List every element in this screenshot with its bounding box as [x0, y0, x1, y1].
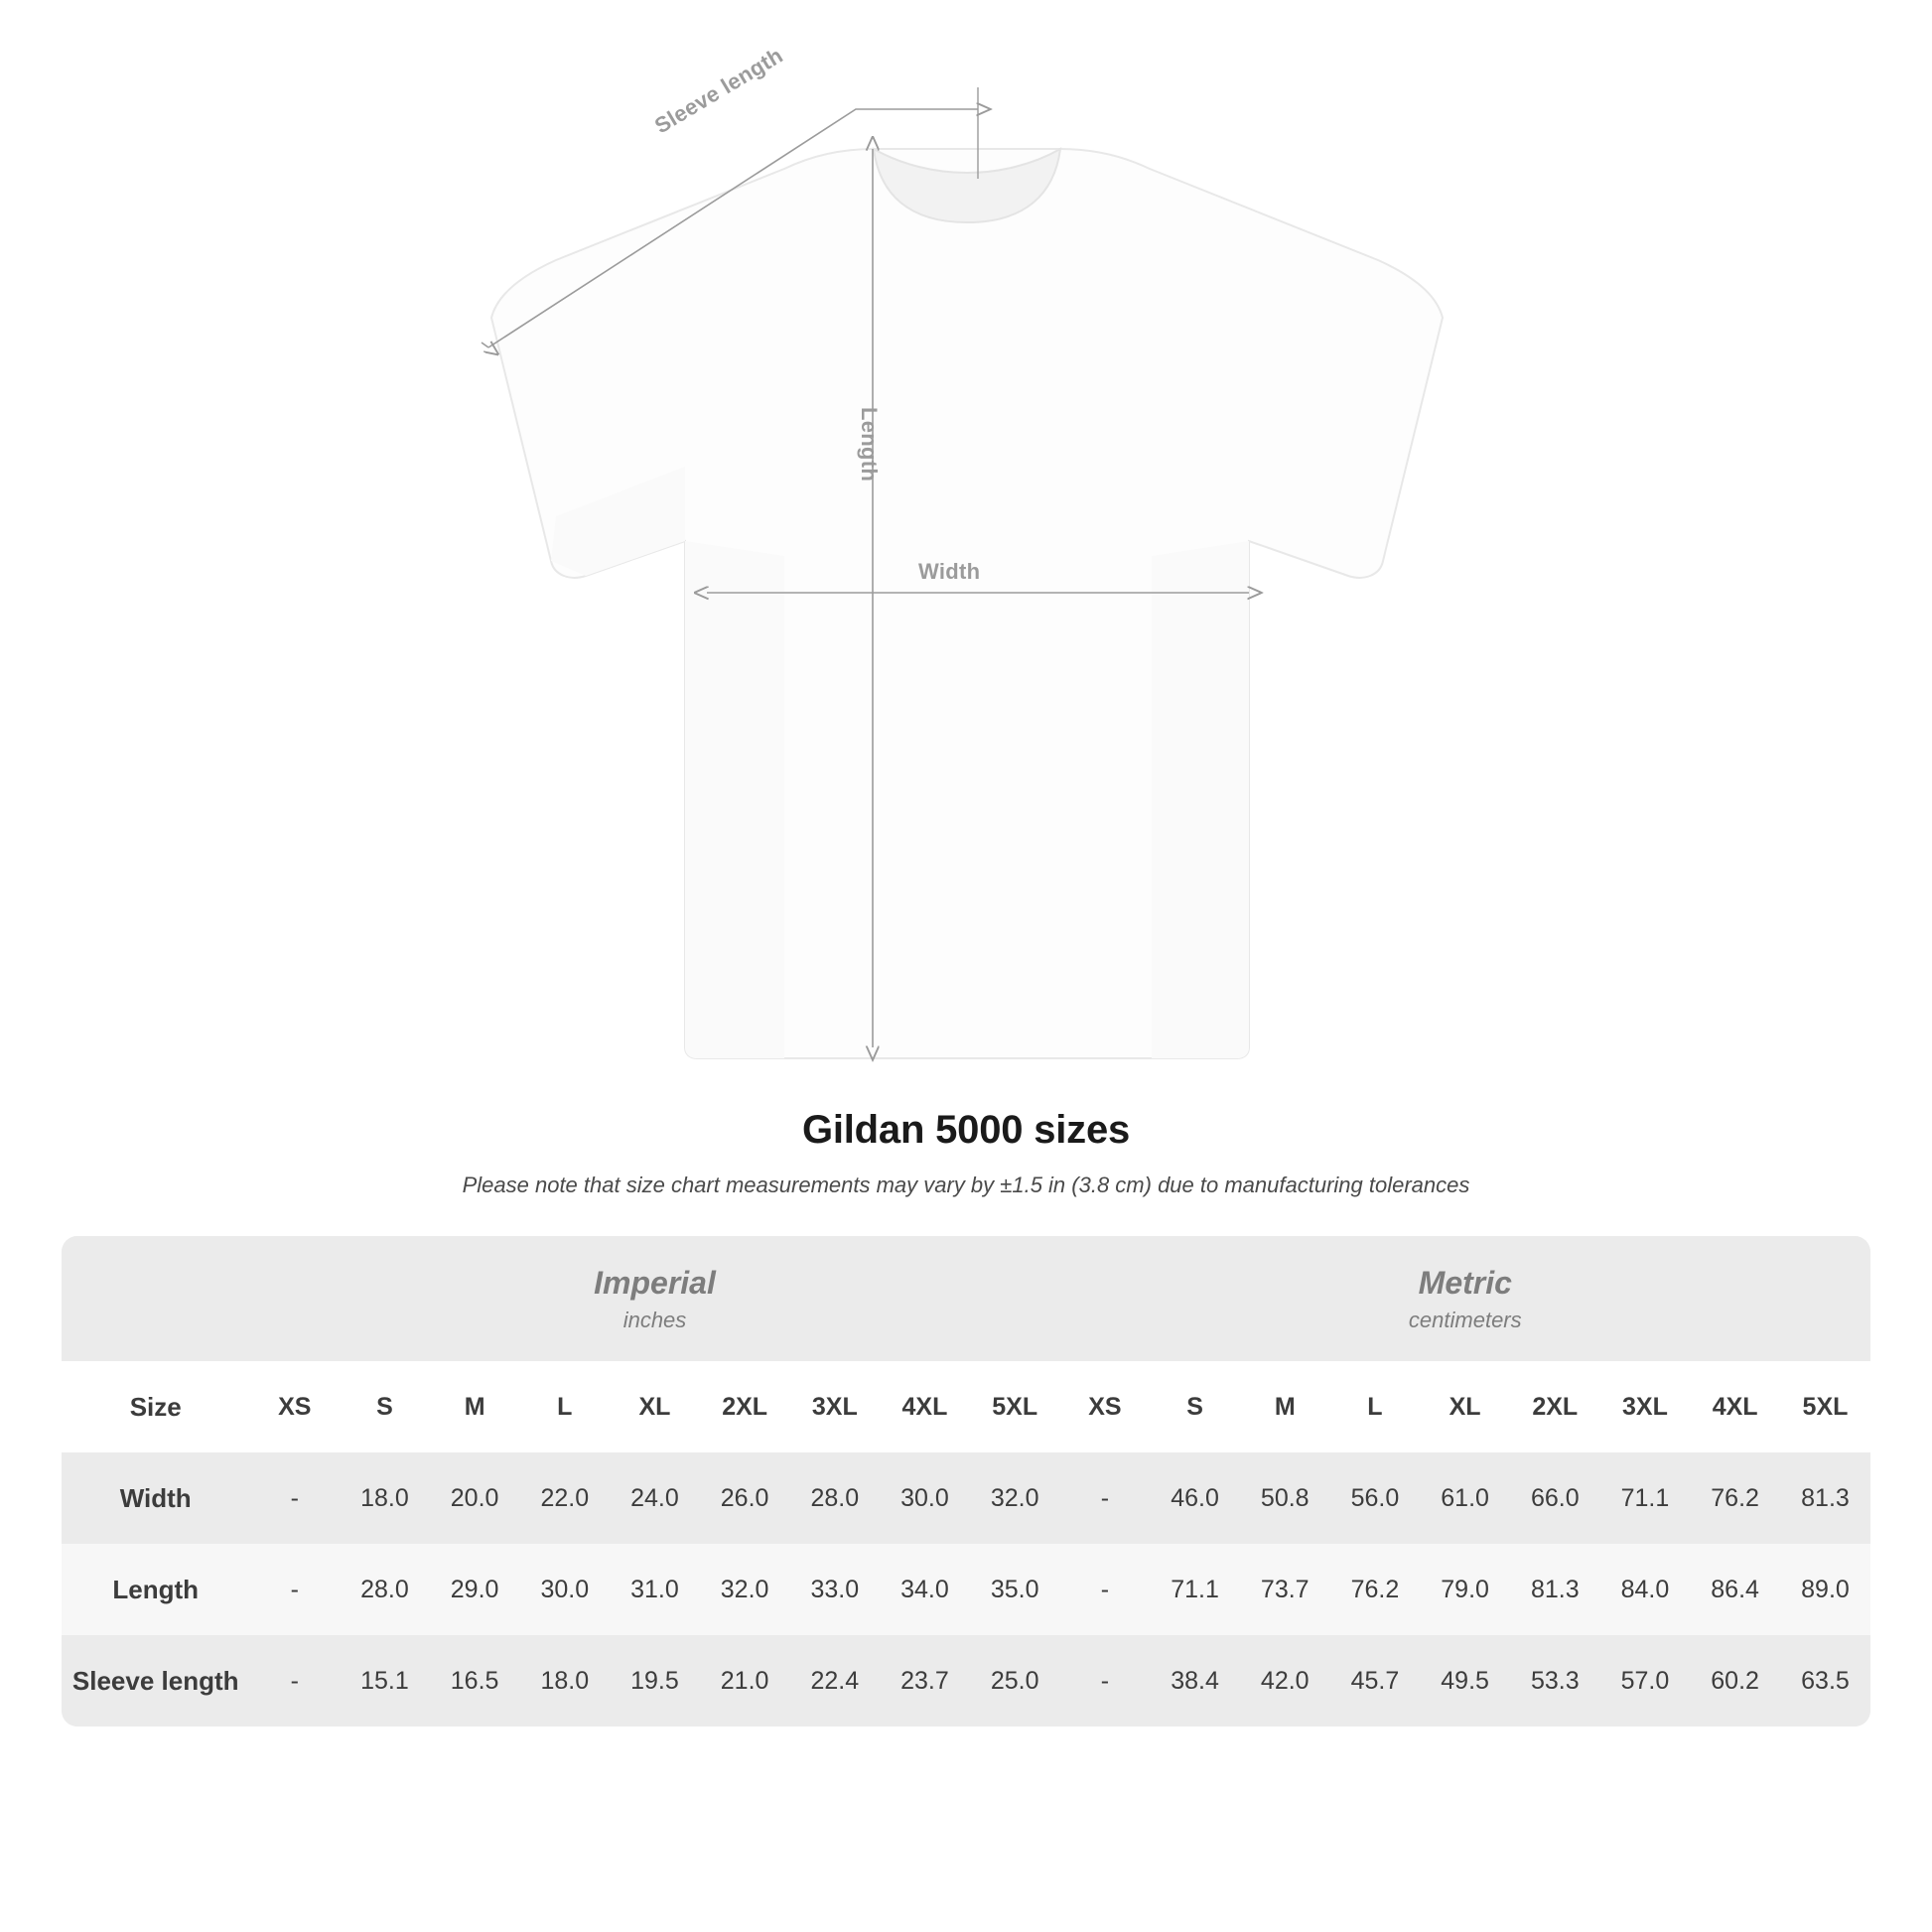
cell-sleeve-imperial-l: 18.0 [519, 1635, 610, 1726]
size-header-imperial-5xl: 5XL [970, 1361, 1060, 1452]
size-header-metric-2xl: 2XL [1510, 1361, 1600, 1452]
cell-width-imperial-m: 20.0 [430, 1452, 520, 1544]
width-label: Width [918, 559, 981, 584]
size-header-metric-xl: XL [1420, 1361, 1510, 1452]
cell-sleeve-metric-xs: - [1060, 1635, 1151, 1726]
unit-header-row [62, 1236, 1870, 1361]
cell-sleeve-imperial-s: 15.1 [340, 1635, 430, 1726]
cell-length-imperial-l: 30.0 [519, 1544, 610, 1635]
row-label-sleeve-length: Sleeve length [62, 1635, 249, 1726]
size-header-metric-s: S [1150, 1361, 1240, 1452]
cell-length-metric-s: 71.1 [1150, 1544, 1240, 1635]
cell-sleeve-metric-3xl: 57.0 [1600, 1635, 1691, 1726]
tolerance-note: Please note that size chart measurements may vary by ±1.5 in (3.8 cm) due to manufacturing tolerances [462, 1173, 1470, 1197]
cell-length-metric-3xl: 84.0 [1600, 1544, 1691, 1635]
cell-width-imperial-4xl: 30.0 [880, 1452, 970, 1544]
cell-length-metric-4xl: 86.4 [1690, 1544, 1780, 1635]
cell-sleeve-imperial-m: 16.5 [430, 1635, 520, 1726]
size-table [62, 1236, 1870, 1726]
cell-sleeve-metric-l: 45.7 [1330, 1635, 1421, 1726]
table-row [62, 1635, 1870, 1726]
cell-sleeve-metric-m: 42.0 [1240, 1635, 1330, 1726]
size-header-imperial-m: M [430, 1361, 520, 1452]
cell-sleeve-imperial-3xl: 22.4 [789, 1635, 880, 1726]
size-header-imperial-s: S [340, 1361, 430, 1452]
cell-width-imperial-l: 22.0 [519, 1452, 610, 1544]
cell-width-metric-5xl: 81.3 [1780, 1452, 1870, 1544]
tshirt-shape [491, 149, 1443, 1058]
cell-length-imperial-3xl: 33.0 [789, 1544, 880, 1635]
cell-width-imperial-xs: - [249, 1452, 340, 1544]
size-header-row [62, 1361, 1870, 1452]
cell-width-metric-xl: 61.0 [1420, 1452, 1510, 1544]
unit-metric-sub: centimeters [1408, 1308, 1522, 1333]
cell-width-metric-3xl: 71.1 [1600, 1452, 1691, 1544]
size-header-imperial-xl: XL [610, 1361, 700, 1452]
size-header-label: Size [62, 1361, 249, 1452]
table-row [62, 1452, 1870, 1544]
length-label: Length [857, 407, 882, 483]
cell-width-imperial-s: 18.0 [340, 1452, 430, 1544]
cell-sleeve-metric-4xl: 60.2 [1690, 1635, 1780, 1726]
cell-length-imperial-xs: - [249, 1544, 340, 1635]
size-header-metric-m: M [1240, 1361, 1330, 1452]
table-row [62, 1544, 1870, 1635]
sleeve-length-label: Sleeve length [650, 42, 787, 139]
unit-imperial-sub: inches [622, 1308, 687, 1333]
cell-sleeve-metric-5xl: 63.5 [1780, 1635, 1870, 1726]
unit-header-imperial [249, 1236, 1059, 1361]
unit-metric-name: Metric [1418, 1264, 1512, 1301]
cell-width-metric-l: 56.0 [1330, 1452, 1421, 1544]
cell-sleeve-metric-xl: 49.5 [1420, 1635, 1510, 1726]
cell-width-metric-m: 50.8 [1240, 1452, 1330, 1544]
cell-sleeve-metric-s: 38.4 [1150, 1635, 1240, 1726]
cell-width-imperial-2xl: 26.0 [700, 1452, 790, 1544]
size-header-metric-l: L [1330, 1361, 1421, 1452]
cell-width-imperial-5xl: 32.0 [970, 1452, 1060, 1544]
size-header-metric-5xl: 5XL [1780, 1361, 1870, 1452]
size-header-imperial-l: L [519, 1361, 610, 1452]
size-header-metric-xs: XS [1060, 1361, 1151, 1452]
cell-width-imperial-3xl: 28.0 [789, 1452, 880, 1544]
cell-sleeve-imperial-xs: - [249, 1635, 340, 1726]
cell-width-metric-s: 46.0 [1150, 1452, 1240, 1544]
size-header-imperial-4xl: 4XL [880, 1361, 970, 1452]
cell-length-imperial-2xl: 32.0 [700, 1544, 790, 1635]
cell-length-metric-m: 73.7 [1240, 1544, 1330, 1635]
size-table-wrap [62, 1236, 1870, 1726]
cell-length-imperial-xl: 31.0 [610, 1544, 700, 1635]
size-header-metric-3xl: 3XL [1600, 1361, 1691, 1452]
cell-width-metric-xs: - [1060, 1452, 1151, 1544]
cell-sleeve-imperial-5xl: 25.0 [970, 1635, 1060, 1726]
row-label-width: Width [62, 1452, 249, 1544]
size-header-imperial-xs: XS [249, 1361, 340, 1452]
unit-header-metric [1060, 1236, 1870, 1361]
cell-length-metric-5xl: 89.0 [1780, 1544, 1870, 1635]
page-title: Gildan 5000 sizes [801, 1108, 1131, 1152]
cell-sleeve-imperial-2xl: 21.0 [700, 1635, 790, 1726]
unit-imperial-name: Imperial [594, 1264, 716, 1301]
cell-length-imperial-s: 28.0 [340, 1544, 430, 1635]
cell-length-metric-xs: - [1060, 1544, 1151, 1635]
cell-length-metric-l: 76.2 [1330, 1544, 1421, 1635]
cell-length-metric-2xl: 81.3 [1510, 1544, 1600, 1635]
cell-length-imperial-m: 29.0 [430, 1544, 520, 1635]
cell-width-imperial-xl: 24.0 [610, 1452, 700, 1544]
cell-length-metric-xl: 79.0 [1420, 1544, 1510, 1635]
size-header-imperial-3xl: 3XL [789, 1361, 880, 1452]
cell-sleeve-imperial-4xl: 23.7 [880, 1635, 970, 1726]
cell-width-metric-4xl: 76.2 [1690, 1452, 1780, 1544]
cell-sleeve-metric-2xl: 53.3 [1510, 1635, 1600, 1726]
size-header-imperial-2xl: 2XL [700, 1361, 790, 1452]
title-block [0, 1108, 1932, 1198]
cell-sleeve-imperial-xl: 19.5 [610, 1635, 700, 1726]
unit-header-spacer [62, 1236, 249, 1361]
row-label-length: Length [62, 1544, 249, 1635]
size-header-metric-4xl: 4XL [1690, 1361, 1780, 1452]
cell-length-imperial-5xl: 35.0 [970, 1544, 1060, 1635]
cell-length-imperial-4xl: 34.0 [880, 1544, 970, 1635]
cell-width-metric-2xl: 66.0 [1510, 1452, 1600, 1544]
